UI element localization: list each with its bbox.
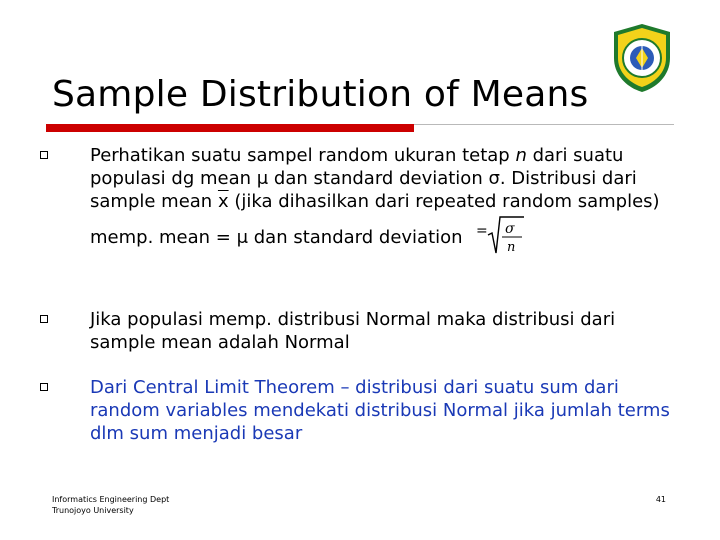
sigma-over-root-n-formula [474,213,526,257]
bullet-3-text: Dari Central Limit Theorem – distribusi dari suatu sum dari random variables mendekati distribusi Normal jika jumlah terms dlm sum menjadi besar [90,377,670,444]
bullet-square-icon [40,315,48,323]
x-bar-symbol: $\overline{x}$ [217,191,229,212]
bullet-1-text-c: (jika dihasilkan dari repeated random samples) memp. mean = μ dan standard deviation [90,191,660,248]
bullet-2-text: Jika populasi memp. distribusi Normal maka distribusi dari sample mean adalah Normal [90,309,616,353]
bullet-2 [40,308,680,354]
bullet-1-text-a: Perhatikan suatu sampel random ukuran tetap [90,145,516,166]
bullet-1 [40,144,680,257]
formula-equals: = [476,223,489,239]
formula-numerator: σ [505,221,515,237]
bullet-square-icon [40,383,48,391]
bullet-1-text [90,144,680,257]
title-accent-bar [46,124,414,132]
bullet-3 [40,376,680,445]
page-number: 41 [655,495,666,504]
footer [52,494,169,516]
footer-dept: Informatics Engineering Dept [52,495,170,504]
bullet-1-text-b: dari suatu populasi dg mean μ dan standard deviation σ. Distribusi dari sample mean [90,145,637,212]
university-seal-icon [610,22,674,94]
bullet-square-icon [40,151,48,159]
footer-university: Trunojoyo University [52,506,134,515]
formula-denominator: n [507,240,516,255]
n-variable: n [515,145,527,166]
slide-title: Sample Distribution of Means [52,74,589,115]
